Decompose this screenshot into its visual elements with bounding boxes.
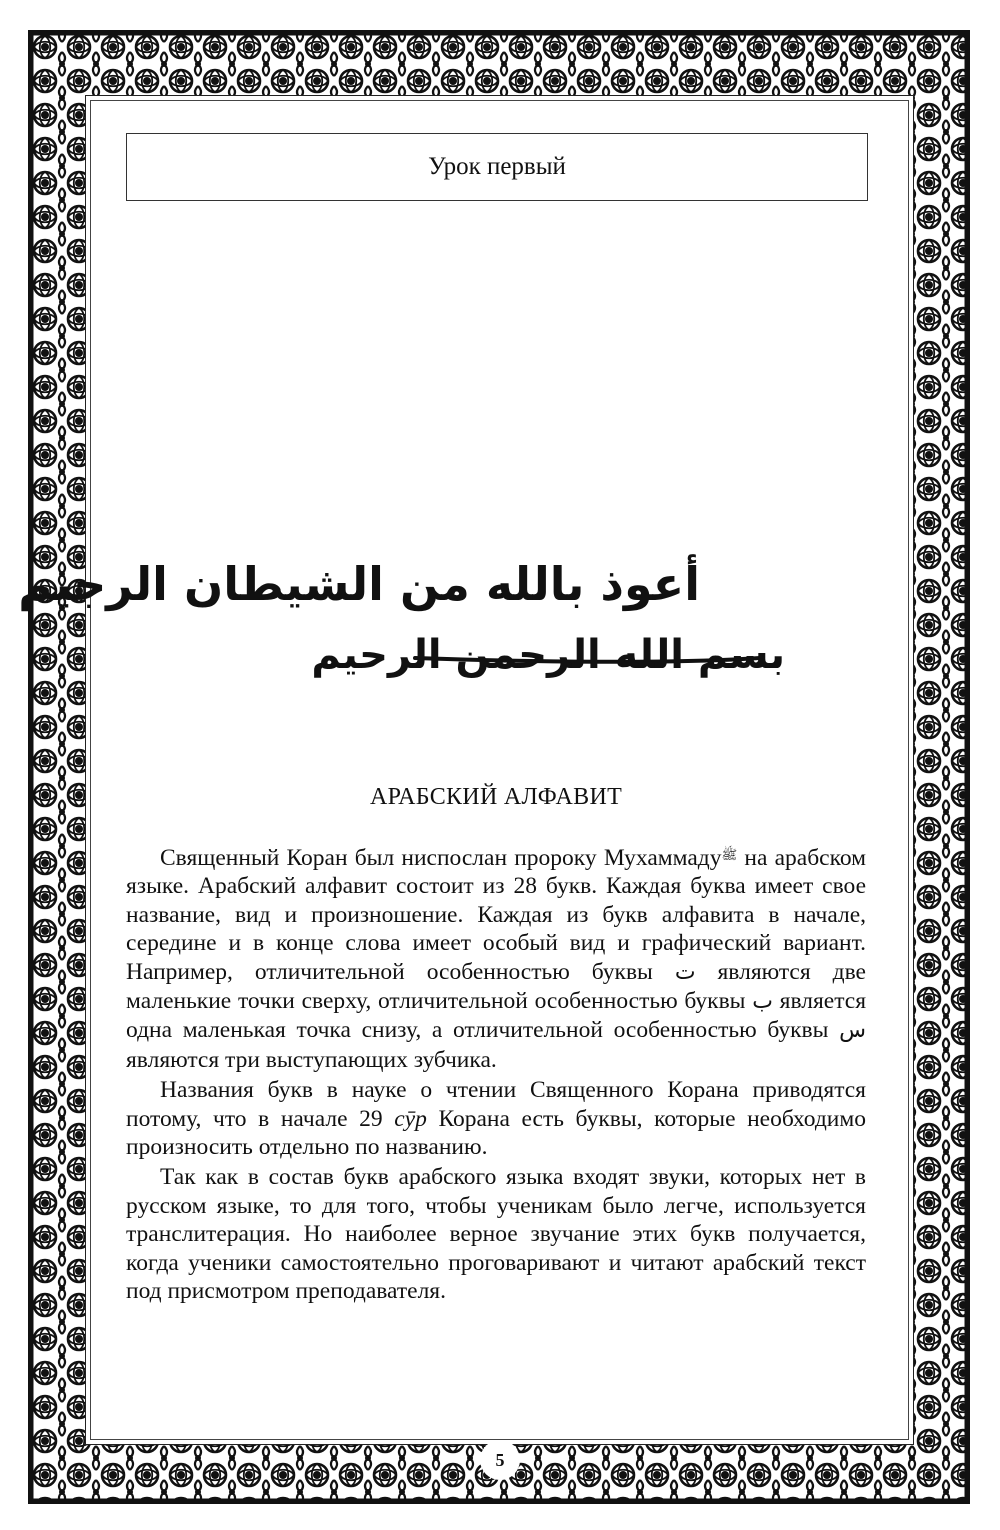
calligraphy-line-1: أعوذ بالله من الشيطان الرجيم <box>18 557 700 611</box>
lesson-title: Урок первый <box>428 153 566 180</box>
section-title: АРАБСКИЙ АЛФАВИТ <box>369 784 623 810</box>
letter-ba: ب <box>752 989 773 1015</box>
body-text <box>126 842 866 1308</box>
arabic-calligraphy <box>18 540 790 690</box>
paragraph-3: Так как в состав букв арабского языка входят звуки, которых нет в русском языке, то для того, чтобы ученикам было легче, используется транслитерация. Но наиболее верное звучание этих букв получается, когда ученики самостоятельно проговаривают и читают арабский текст под присмотром преподавателя. <box>126 1164 866 1305</box>
letter-sin: س <box>839 1018 866 1044</box>
paragraph-1: Священный Коран был ниспослан пророку Мухаммаду$^ﷺ$ на арабском языке. Арабский алфавит состоит из 28 букв. Каждая буква имеет свое название, вид и произношение. Каждая из букв алфавита в начале, середине и в конце слова имеет особый вид и графический вариант. Например, отличительной особенностью буквы ت являются две маленькие точки сверху, отличительной особенностью буквы ب является одна маленькая точка снизу, а отличительной особенностью буквы س являются три выступающих зубчика. <box>126 845 867 1073</box>
salawat-symbol: ﷺ <box>721 848 738 863</box>
letter-ta: ت <box>674 959 696 985</box>
calligraphy-line-2: بسم الله الرحمن الرحيم <box>311 632 785 678</box>
lesson-title-box <box>126 133 868 201</box>
paragraph-2: Названия букв в науке о чтении Священного Корана приводятся потому, что в начале 29 сӯр Корана есть буквы, которые необходимо произносить отдельно по названию. <box>126 1077 866 1161</box>
page-number: 5 <box>480 1440 520 1480</box>
sura-term: сӯр <box>394 1105 427 1132</box>
